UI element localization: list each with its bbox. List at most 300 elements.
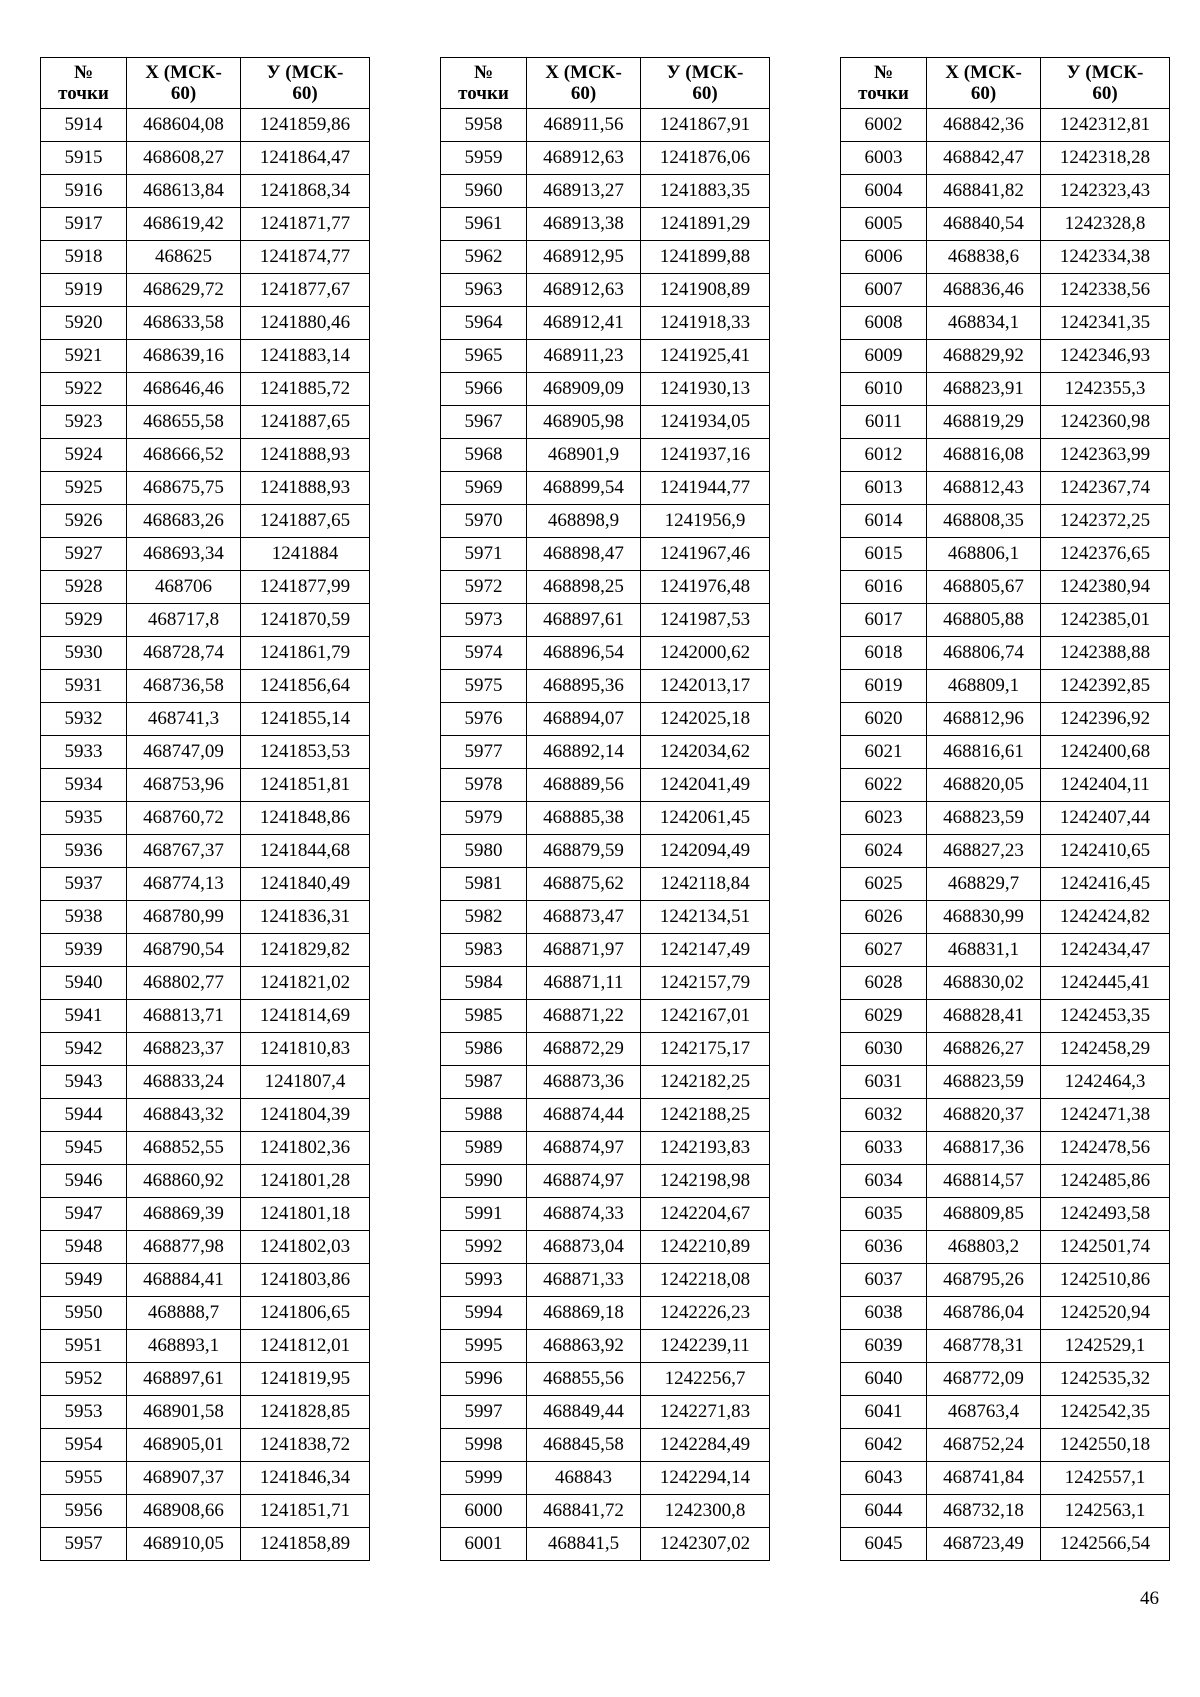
y-coordinate-cell: 1241810,83 [241, 1033, 370, 1066]
x-coordinate-cell: 468706 [127, 571, 241, 604]
x-coordinate-cell: 468763,4 [927, 1396, 1041, 1429]
x-coordinate-cell: 468823,59 [927, 802, 1041, 835]
x-coordinate-cell: 468823,37 [127, 1033, 241, 1066]
coordinates-table-3 [840, 57, 1170, 1561]
y-coordinate-cell: 1241918,33 [641, 307, 770, 340]
table-row [41, 868, 370, 901]
table-row [41, 1297, 370, 1330]
y-coordinate-cell: 1242239,11 [641, 1330, 770, 1363]
x-coordinate-cell: 468834,1 [927, 307, 1041, 340]
table-row [41, 934, 370, 967]
y-coordinate-cell: 1242464,3 [1041, 1066, 1170, 1099]
x-coordinate-cell: 468879,59 [527, 835, 641, 868]
y-coordinate-cell: 1242493,58 [1041, 1198, 1170, 1231]
point-number-cell: 5976 [441, 703, 527, 736]
table-row [41, 505, 370, 538]
x-coordinate-cell: 468747,09 [127, 736, 241, 769]
x-coordinate-cell: 468683,26 [127, 505, 241, 538]
y-coordinate-cell: 1241801,28 [241, 1165, 370, 1198]
x-coordinate-cell: 468869,39 [127, 1198, 241, 1231]
point-number-cell: 6031 [841, 1066, 927, 1099]
table-row [41, 109, 370, 142]
x-coordinate-cell: 468812,96 [927, 703, 1041, 736]
table-row [841, 868, 1170, 901]
point-number-cell: 5935 [41, 802, 127, 835]
table-row [841, 472, 1170, 505]
point-number-cell: 5965 [441, 340, 527, 373]
table-row [41, 1066, 370, 1099]
x-coordinate-cell: 468905,98 [527, 406, 641, 439]
point-number-cell: 6028 [841, 967, 927, 1000]
x-coordinate-cell: 468898,9 [527, 505, 641, 538]
y-coordinate-cell: 1242424,82 [1041, 901, 1170, 934]
x-coordinate-cell: 468805,88 [927, 604, 1041, 637]
point-number-cell: 5998 [441, 1429, 527, 1462]
point-number-cell: 5970 [441, 505, 527, 538]
x-coordinate-cell: 468849,44 [527, 1396, 641, 1429]
table-row [41, 1264, 370, 1297]
y-coordinate-cell: 1241814,69 [241, 1000, 370, 1033]
table-row [441, 472, 770, 505]
y-coordinate-cell: 1241888,93 [241, 439, 370, 472]
x-coordinate-cell: 468869,18 [527, 1297, 641, 1330]
table-row [441, 439, 770, 472]
point-number-cell: 6021 [841, 736, 927, 769]
y-coordinate-cell: 1241853,53 [241, 736, 370, 769]
y-coordinate-cell: 1241885,72 [241, 373, 370, 406]
table-row [841, 1033, 1170, 1066]
point-number-cell: 5985 [441, 1000, 527, 1033]
table-row [41, 736, 370, 769]
x-coordinate-cell: 468838,6 [927, 241, 1041, 274]
x-coordinate-cell: 468809,1 [927, 670, 1041, 703]
x-coordinate-cell: 468646,46 [127, 373, 241, 406]
y-coordinate-cell: 1241861,79 [241, 637, 370, 670]
point-number-cell: 6041 [841, 1396, 927, 1429]
point-number-cell: 5926 [41, 505, 127, 538]
x-coordinate-cell: 468873,47 [527, 901, 641, 934]
point-number-cell: 6008 [841, 307, 927, 340]
point-number-cell: 5958 [441, 109, 527, 142]
y-coordinate-cell: 1241908,89 [641, 274, 770, 307]
x-coordinate-cell: 468717,8 [127, 604, 241, 637]
point-number-cell: 5987 [441, 1066, 527, 1099]
point-number-cell: 5951 [41, 1330, 127, 1363]
y-coordinate-cell: 1242338,56 [1041, 274, 1170, 307]
x-coordinate-cell: 468873,36 [527, 1066, 641, 1099]
table-row [41, 1132, 370, 1165]
table-row [41, 538, 370, 571]
point-number-cell: 5995 [441, 1330, 527, 1363]
y-coordinate-cell: 1242210,89 [641, 1231, 770, 1264]
table-row [41, 1396, 370, 1429]
table-row [41, 439, 370, 472]
table-row [41, 703, 370, 736]
x-coordinate-cell: 468819,29 [927, 406, 1041, 439]
point-number-cell: 5964 [441, 307, 527, 340]
x-coordinate-cell: 468829,7 [927, 868, 1041, 901]
y-coordinate-cell: 1242341,35 [1041, 307, 1170, 340]
header-x-coordinate: Х (МСК- 60) [527, 58, 641, 109]
y-coordinate-cell: 1241883,14 [241, 340, 370, 373]
y-coordinate-cell: 1242198,98 [641, 1165, 770, 1198]
y-coordinate-cell: 1242563,1 [1041, 1495, 1170, 1528]
y-coordinate-cell: 1242226,23 [641, 1297, 770, 1330]
point-number-cell: 6023 [841, 802, 927, 835]
y-coordinate-cell: 1242367,74 [1041, 472, 1170, 505]
x-coordinate-cell: 468841,72 [527, 1495, 641, 1528]
point-number-cell: 6002 [841, 109, 927, 142]
y-coordinate-cell: 1241836,31 [241, 901, 370, 934]
point-number-cell: 5980 [441, 835, 527, 868]
point-number-cell: 5972 [441, 571, 527, 604]
table-row [841, 1165, 1170, 1198]
x-coordinate-cell: 468808,35 [927, 505, 1041, 538]
table-row [41, 1198, 370, 1231]
x-coordinate-cell: 468823,91 [927, 373, 1041, 406]
point-number-cell: 6001 [441, 1528, 527, 1561]
point-number-cell: 5929 [41, 604, 127, 637]
y-coordinate-cell: 1242294,14 [641, 1462, 770, 1495]
y-coordinate-cell: 1241899,88 [641, 241, 770, 274]
x-coordinate-cell: 468732,18 [927, 1495, 1041, 1528]
x-coordinate-cell: 468843 [527, 1462, 641, 1495]
point-number-cell: 6042 [841, 1429, 927, 1462]
coordinates-table-2 [440, 57, 770, 1561]
y-coordinate-cell: 1241868,34 [241, 175, 370, 208]
point-number-cell: 6032 [841, 1099, 927, 1132]
y-coordinate-cell: 1241851,81 [241, 769, 370, 802]
y-coordinate-cell: 1242529,1 [1041, 1330, 1170, 1363]
point-number-cell: 6017 [841, 604, 927, 637]
x-coordinate-cell: 468780,99 [127, 901, 241, 934]
table-row [841, 175, 1170, 208]
y-coordinate-cell: 1241876,06 [641, 142, 770, 175]
point-number-cell: 5984 [441, 967, 527, 1000]
y-coordinate-cell: 1242557,1 [1041, 1462, 1170, 1495]
point-number-cell: 6035 [841, 1198, 927, 1231]
y-coordinate-cell: 1242416,45 [1041, 868, 1170, 901]
y-coordinate-cell: 1242400,68 [1041, 736, 1170, 769]
y-coordinate-cell: 1242380,94 [1041, 571, 1170, 604]
table-row [441, 1528, 770, 1561]
point-number-cell: 6020 [841, 703, 927, 736]
y-coordinate-cell: 1242147,49 [641, 934, 770, 967]
table-row [841, 274, 1170, 307]
y-coordinate-cell: 1241874,77 [241, 241, 370, 274]
table-row [841, 505, 1170, 538]
point-number-cell: 6000 [441, 1495, 527, 1528]
table-row [841, 1066, 1170, 1099]
x-coordinate-cell: 468905,01 [127, 1429, 241, 1462]
x-coordinate-cell: 468852,55 [127, 1132, 241, 1165]
x-coordinate-cell: 468893,1 [127, 1330, 241, 1363]
y-coordinate-cell: 1241819,95 [241, 1363, 370, 1396]
y-coordinate-cell: 1242407,44 [1041, 802, 1170, 835]
x-coordinate-cell: 468871,97 [527, 934, 641, 967]
table-row [841, 703, 1170, 736]
x-coordinate-cell: 468814,57 [927, 1165, 1041, 1198]
y-coordinate-cell: 1242550,18 [1041, 1429, 1170, 1462]
table-row [841, 967, 1170, 1000]
x-coordinate-cell: 468790,54 [127, 934, 241, 967]
point-number-cell: 5945 [41, 1132, 127, 1165]
table-row [441, 208, 770, 241]
y-coordinate-cell: 1241821,02 [241, 967, 370, 1000]
table-row [441, 1363, 770, 1396]
point-number-cell: 5959 [441, 142, 527, 175]
x-coordinate-cell: 468655,58 [127, 406, 241, 439]
x-coordinate-cell: 468901,9 [527, 439, 641, 472]
y-coordinate-cell: 1242256,7 [641, 1363, 770, 1396]
table-row [441, 1297, 770, 1330]
y-coordinate-cell: 1242388,88 [1041, 637, 1170, 670]
y-coordinate-cell: 1241838,72 [241, 1429, 370, 1462]
y-coordinate-cell: 1241887,65 [241, 406, 370, 439]
point-number-cell: 5981 [441, 868, 527, 901]
point-number-cell: 5947 [41, 1198, 127, 1231]
point-number-cell: 6009 [841, 340, 927, 373]
table-row [841, 1396, 1170, 1429]
y-coordinate-cell: 1241858,89 [241, 1528, 370, 1561]
x-coordinate-cell: 468833,24 [127, 1066, 241, 1099]
table-row [841, 934, 1170, 967]
point-number-cell: 5936 [41, 835, 127, 868]
table-row [41, 1462, 370, 1495]
y-coordinate-cell: 1242061,45 [641, 802, 770, 835]
y-coordinate-cell: 1241934,05 [641, 406, 770, 439]
y-coordinate-cell: 1242193,83 [641, 1132, 770, 1165]
point-number-cell: 5930 [41, 637, 127, 670]
point-number-cell: 5989 [441, 1132, 527, 1165]
table-row [441, 1462, 770, 1495]
table-row [841, 1297, 1170, 1330]
point-number-cell: 5927 [41, 538, 127, 571]
y-coordinate-cell: 1241844,68 [241, 835, 370, 868]
y-coordinate-cell: 1242218,08 [641, 1264, 770, 1297]
x-coordinate-cell: 468608,27 [127, 142, 241, 175]
table-header-row [841, 58, 1170, 109]
point-number-cell: 6034 [841, 1165, 927, 1198]
y-coordinate-cell: 1242478,56 [1041, 1132, 1170, 1165]
y-coordinate-cell: 1242157,79 [641, 967, 770, 1000]
x-coordinate-cell: 468812,43 [927, 472, 1041, 505]
table-row [41, 373, 370, 406]
y-coordinate-cell: 1242323,43 [1041, 175, 1170, 208]
table-row [841, 1528, 1170, 1561]
point-number-cell: 6012 [841, 439, 927, 472]
x-coordinate-cell: 468912,41 [527, 307, 641, 340]
x-coordinate-cell: 468889,56 [527, 769, 641, 802]
point-number-cell: 6036 [841, 1231, 927, 1264]
table-row [841, 769, 1170, 802]
x-coordinate-cell: 468910,05 [127, 1528, 241, 1561]
table-row [41, 1165, 370, 1198]
x-coordinate-cell: 468907,37 [127, 1462, 241, 1495]
table-row [841, 1000, 1170, 1033]
table-row [841, 901, 1170, 934]
x-coordinate-cell: 468830,02 [927, 967, 1041, 1000]
y-coordinate-cell: 1241976,48 [641, 571, 770, 604]
x-coordinate-cell: 468884,41 [127, 1264, 241, 1297]
x-coordinate-cell: 468855,56 [527, 1363, 641, 1396]
x-coordinate-cell: 468816,61 [927, 736, 1041, 769]
header-x-coordinate: Х (МСК- 60) [127, 58, 241, 109]
y-coordinate-cell: 1242453,35 [1041, 1000, 1170, 1033]
table-row [841, 1363, 1170, 1396]
x-coordinate-cell: 468693,34 [127, 538, 241, 571]
point-number-cell: 5915 [41, 142, 127, 175]
point-number-cell: 5925 [41, 472, 127, 505]
point-number-cell: 5963 [441, 274, 527, 307]
point-number-cell: 5966 [441, 373, 527, 406]
table-header-row [441, 58, 770, 109]
x-coordinate-cell: 468892,14 [527, 736, 641, 769]
y-coordinate-cell: 1242376,65 [1041, 538, 1170, 571]
table-row [441, 703, 770, 736]
table-row [441, 736, 770, 769]
y-coordinate-cell: 1241884 [241, 538, 370, 571]
point-number-cell: 6024 [841, 835, 927, 868]
table-row [441, 1000, 770, 1033]
y-coordinate-cell: 1241859,86 [241, 109, 370, 142]
table-row [841, 142, 1170, 175]
table-row [441, 1429, 770, 1462]
y-coordinate-cell: 1241867,91 [641, 109, 770, 142]
y-coordinate-cell: 1241806,65 [241, 1297, 370, 1330]
table-row [441, 670, 770, 703]
table-row [841, 439, 1170, 472]
point-number-cell: 5949 [41, 1264, 127, 1297]
y-coordinate-cell: 1242566,54 [1041, 1528, 1170, 1561]
x-coordinate-cell: 468836,46 [927, 274, 1041, 307]
y-coordinate-cell: 1242346,93 [1041, 340, 1170, 373]
table-row [841, 109, 1170, 142]
y-coordinate-cell: 1242520,94 [1041, 1297, 1170, 1330]
table-row [841, 1264, 1170, 1297]
table-row [41, 1528, 370, 1561]
table-row [841, 1099, 1170, 1132]
point-number-cell: 5921 [41, 340, 127, 373]
point-number-cell: 5948 [41, 1231, 127, 1264]
y-coordinate-cell: 1242118,84 [641, 868, 770, 901]
y-coordinate-cell: 1242385,01 [1041, 604, 1170, 637]
x-coordinate-cell: 468803,2 [927, 1231, 1041, 1264]
table-row [41, 175, 370, 208]
x-coordinate-cell: 468871,11 [527, 967, 641, 1000]
y-coordinate-cell: 1242485,86 [1041, 1165, 1170, 1198]
table-row [441, 835, 770, 868]
table-row [441, 406, 770, 439]
y-coordinate-cell: 1241880,46 [241, 307, 370, 340]
x-coordinate-cell: 468872,29 [527, 1033, 641, 1066]
y-coordinate-cell: 1241840,49 [241, 868, 370, 901]
x-coordinate-cell: 468911,23 [527, 340, 641, 373]
point-number-cell: 5917 [41, 208, 127, 241]
y-coordinate-cell: 1241829,82 [241, 934, 370, 967]
point-number-cell: 5944 [41, 1099, 127, 1132]
table-row [41, 274, 370, 307]
table-row [441, 1033, 770, 1066]
table-row [841, 1462, 1170, 1495]
table-row [41, 241, 370, 274]
point-number-cell: 5968 [441, 439, 527, 472]
table-row [41, 1000, 370, 1033]
table-row [441, 1132, 770, 1165]
y-coordinate-cell: 1242363,99 [1041, 439, 1170, 472]
x-coordinate-cell: 468888,7 [127, 1297, 241, 1330]
y-coordinate-cell: 1242355,3 [1041, 373, 1170, 406]
x-coordinate-cell: 468778,31 [927, 1330, 1041, 1363]
table-row [841, 736, 1170, 769]
table-row [841, 538, 1170, 571]
point-number-cell: 5986 [441, 1033, 527, 1066]
y-coordinate-cell: 1242328,8 [1041, 208, 1170, 241]
x-coordinate-cell: 468871,22 [527, 1000, 641, 1033]
point-number-cell: 5919 [41, 274, 127, 307]
point-number-cell: 6003 [841, 142, 927, 175]
table-row [41, 472, 370, 505]
x-coordinate-cell: 468912,63 [527, 274, 641, 307]
x-coordinate-cell: 468752,24 [927, 1429, 1041, 1462]
y-coordinate-cell: 1241877,67 [241, 274, 370, 307]
y-coordinate-cell: 1242445,41 [1041, 967, 1170, 1000]
y-coordinate-cell: 1242307,02 [641, 1528, 770, 1561]
point-number-cell: 5914 [41, 109, 127, 142]
x-coordinate-cell: 468830,99 [927, 901, 1041, 934]
point-number-cell: 6045 [841, 1528, 927, 1561]
x-coordinate-cell: 468723,49 [927, 1528, 1041, 1561]
point-number-cell: 6038 [841, 1297, 927, 1330]
table-row [841, 340, 1170, 373]
x-coordinate-cell: 468786,04 [927, 1297, 1041, 1330]
x-coordinate-cell: 468871,33 [527, 1264, 641, 1297]
coordinates-table-1 [40, 57, 370, 1561]
table-row [841, 406, 1170, 439]
table-row [41, 1330, 370, 1363]
table-row [841, 1429, 1170, 1462]
y-coordinate-cell: 1242334,38 [1041, 241, 1170, 274]
x-coordinate-cell: 468753,96 [127, 769, 241, 802]
y-coordinate-cell: 1241937,16 [641, 439, 770, 472]
point-number-cell: 6039 [841, 1330, 927, 1363]
point-number-cell: 6030 [841, 1033, 927, 1066]
table-row [441, 901, 770, 934]
y-coordinate-cell: 1241812,01 [241, 1330, 370, 1363]
y-coordinate-cell: 1241804,39 [241, 1099, 370, 1132]
y-coordinate-cell: 1241887,65 [241, 505, 370, 538]
point-number-cell: 6015 [841, 538, 927, 571]
point-number-cell: 6007 [841, 274, 927, 307]
table-row [841, 571, 1170, 604]
x-coordinate-cell: 468816,08 [927, 439, 1041, 472]
point-number-cell: 5991 [441, 1198, 527, 1231]
point-number-cell: 5979 [441, 802, 527, 835]
table-row [41, 604, 370, 637]
header-y-coordinate: У (МСК- 60) [641, 58, 770, 109]
table-row [441, 538, 770, 571]
y-coordinate-cell: 1242284,49 [641, 1429, 770, 1462]
table-row [841, 670, 1170, 703]
x-coordinate-cell: 468874,44 [527, 1099, 641, 1132]
table-row [841, 307, 1170, 340]
table-row [841, 604, 1170, 637]
y-coordinate-cell: 1241848,86 [241, 802, 370, 835]
table-row [41, 967, 370, 1000]
x-coordinate-cell: 468741,3 [127, 703, 241, 736]
y-coordinate-cell: 1241803,86 [241, 1264, 370, 1297]
y-coordinate-cell: 1241807,4 [241, 1066, 370, 1099]
